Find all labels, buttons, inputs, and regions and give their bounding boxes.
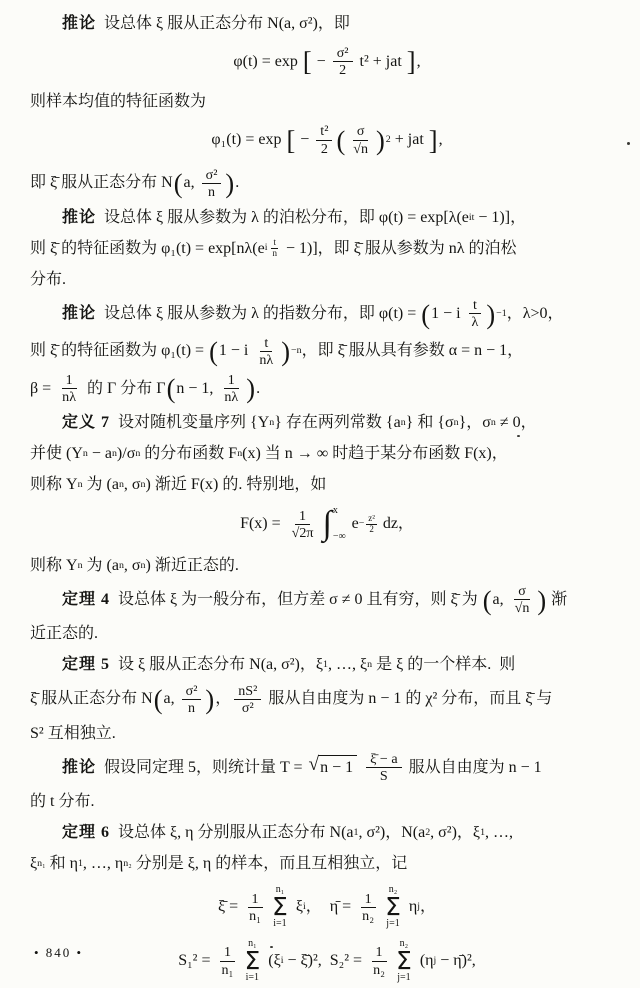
big-paren: ( [209,335,218,367]
fraction-denominator: √n [353,140,368,157]
text-run: a, [183,174,199,192]
fraction-denominator: σ² [241,699,254,716]
heading-label: 推论 [62,758,97,776]
fraction [316,123,332,156]
text-run: )/σ [116,444,136,462]
text-run: ) 渐近正态的. [145,556,239,574]
text-run: ξ̄ = [217,898,243,916]
fraction [58,372,80,405]
text-run: 则 ξ̄ 的特征函数为 φ₁(t) = [30,342,209,360]
fraction-numerator: 1 [361,891,376,908]
fraction [358,891,378,924]
sigma-icon: Σ [385,892,401,922]
integral-limits [333,506,346,542]
fraction-numerator: 1 [248,891,263,908]
subscript: j [417,901,421,913]
text-run: 为 (a [82,475,119,493]
fraction [288,508,318,541]
fraction-denominator: n₁ [249,907,262,924]
big-paren: ( [336,124,346,156]
fraction-denominator: n [272,248,277,259]
exponent-fraction [268,238,281,259]
text-run: t² + jat [355,52,406,70]
text-run: (ξ [264,952,281,969]
text-run: 和 η [45,854,78,872]
big-paren: ] [428,124,438,156]
text-run: − η̄)², [436,952,476,969]
text-run: 1 − i [431,304,465,322]
text-run: β = [30,379,56,397]
fraction-denominator: nλ [259,351,274,368]
fraction-denominator: √2π [291,524,314,541]
big-paren: ) [281,335,291,367]
text-run: , σ²)，N(a [358,823,426,841]
fraction-denominator: 2 [339,62,347,79]
subscript: n [140,559,146,571]
text-run: − [312,52,330,70]
text-run: ξ̄ 服从正态分布 N [30,690,153,708]
text-run: 渐 [547,590,568,608]
heading-label: 定义 7 [62,413,111,431]
text-run: − ξ̄)², S₂² = [283,952,367,969]
heading-label: 定理 5 [62,656,111,674]
text-run: − [296,131,314,149]
para-theorem5-1 [30,652,624,679]
fraction [234,683,261,716]
sum-lower-limit: i=1 [273,918,287,930]
text-run: , …, [485,823,514,841]
big-paren: ( [153,683,163,715]
fraction-numerator: t [469,297,481,314]
fraction [220,372,242,405]
text-run: 设总体 ξ 为一般分布，但方差 σ ≠ 0 且有穷，则 ξ̄ 为 [110,590,482,608]
text-run: 即 ξ̄ 服从正态分布 N [30,174,173,192]
text-run: . [235,174,240,192]
page-number: • 840 • [34,944,84,960]
subscript: 1 [323,659,328,671]
para-sample-mean-cf [30,88,624,115]
text-run: 分别是 ξ, η 的样本，而且互相独立，记 [131,854,408,872]
text-run: 则称 Y [30,475,78,493]
text-run: , σ²)，ξ [430,823,481,841]
fraction [182,683,202,716]
text-run: dz， [378,515,414,533]
text-run: F(x) = [240,515,285,533]
integral-lower-limit: −∞ [332,531,346,543]
integral-upper-limit: x [332,505,338,517]
formula-sample-means [30,885,624,929]
para-corollary-poisson-3 [30,266,624,293]
fraction [468,297,483,330]
text-run: a, [492,590,508,608]
text-run: (x) 当 n → ∞ 时趋于某分布函数 F(x)， [242,444,508,462]
fraction-denominator: n₂ [362,907,375,924]
big-paren: [ [286,124,296,156]
subscript: n [77,478,83,490]
subscript: i [302,901,306,913]
exponent-prefix: i [264,242,268,254]
fraction-numerator: σ² [333,45,353,62]
para-corollary-normal [30,10,624,37]
text-run: ξ [30,854,38,872]
text-run: 设总体 ξ, η 分别服从正态分布 N(a [110,823,354,841]
fraction-numerator: t [260,335,272,352]
subscript: n [118,559,124,571]
sum-upper-limit: n₂ [388,884,398,896]
subscript: n [367,659,373,671]
formula-asymptotic-normal-cdf [30,506,624,542]
text-run: ) 渐近 F(x) 的. 特别地，如 [145,475,327,493]
subscript: n [453,416,459,428]
text-run: ， [420,898,437,916]
fraction-numerator: σ² [202,167,222,184]
subscript: 1 [480,826,486,838]
fraction-numerator: 1 [224,372,239,389]
big-paren: ( [421,297,431,330]
heading-label: 推论 [62,208,97,226]
fraction [255,335,277,368]
fraction-numerator: nS² [234,683,261,700]
text-run: e [347,515,359,533]
big-paren: [ [302,45,312,78]
para-corollary-t-1 [30,751,624,784]
fraction-denominator: λ [471,314,479,331]
fraction-denominator: n [187,699,196,716]
text-run: , …, ξ [327,656,368,674]
para-corollary-poisson-1 [30,204,624,231]
text-run: 设 ξ 服从正态分布 N(a, σ²)，ξ [110,656,324,674]
fraction [369,944,389,977]
text-run: 服从自由度为 n − 1 [404,758,542,776]
sum-upper-limit: n₁ [275,884,285,896]
fraction-denominator: nλ [62,389,77,406]
summation [272,885,288,929]
subscript: n₁ [37,857,46,869]
subscript: n [269,416,275,428]
fraction-numerator: σ [514,583,530,600]
text-run: 设总体 ξ 服从正态分布 N(a, σ²)，即 [96,14,350,32]
scan-artifact [627,142,630,145]
sum-lower-limit: j=1 [397,971,411,983]
text-run: 设总体 ξ 服从参数为 λ 的泊松分布，即 φ(t) = exp[λ(e [96,208,469,226]
text-run: 的分布函数 F [140,444,238,462]
para-theorem5-2 [30,683,624,716]
heading-label: 定理 6 [62,823,111,841]
text-run: − 1)]，即 ξ̄ 服从参数为 nλ 的泊松 [281,239,517,257]
text-run: + jat [390,131,428,149]
subscript: i [280,955,284,967]
text-run: − a [87,444,112,462]
subscript: n [77,559,83,571]
text-run: ， η̄ = [305,898,356,916]
fraction-denominator: n [207,183,216,200]
integral [323,506,346,542]
fraction-denominator: √n [514,600,530,617]
exponent-prefix: − [358,517,365,529]
scan-artifact [517,435,520,437]
text-run: } 存在两列常数 {a [274,413,401,431]
text-run: (η [415,952,434,969]
fraction-numerator: z² [368,512,375,523]
superscript: it [468,211,475,223]
big-paren: ) [205,683,215,715]
para-corollary-poisson-2 [30,235,624,262]
big-paren: ) [225,167,235,199]
sum-lower-limit: j=1 [386,918,400,930]
big-paren: ) [376,124,385,156]
para-theorem6-1 [30,819,624,846]
text-run: a, [163,690,179,708]
text-run: 服从自由度为 n − 1 的 χ² 分布，而且 ξ̄ 与 [264,690,553,708]
text-run: 是 ξ 的一个样本. 则 [372,656,516,674]
text-run: ξ [291,898,303,916]
text-run: 1 − i [218,342,253,360]
fraction [349,123,372,156]
text-run: 则称 Y [30,556,78,574]
text-run: 的 Γ 分布 Γ [83,379,166,397]
para-theorem5-3 [30,720,624,747]
exponent-fraction [365,514,378,535]
para-asymptotic-normal [30,552,624,579]
fraction-denominator: n₁ [221,961,234,978]
summation [244,939,260,983]
fraction [245,891,265,924]
subscript: n [490,416,496,428]
formula-sample-variances [30,939,624,983]
subscript: n [140,478,146,490]
sigma-icon: Σ [272,892,288,922]
big-paren: ( [482,583,492,616]
fraction-denominator: 2 [320,140,328,157]
fraction [366,751,402,784]
subscript: n₂ [123,857,132,869]
fraction-denominator: n₂ [373,961,386,978]
text-run: 为 (a [82,556,119,574]
text-run: n − 1, [176,379,218,397]
subscript: n [135,447,141,459]
big-paren: ( [166,372,176,405]
text-run: ≠ 0， [495,413,537,431]
para-normal-conclusion [30,167,624,200]
superscript: −n [291,345,302,357]
text-run: 的 t 分布. [30,792,95,810]
superscript: −1 [496,307,507,319]
text-run: ，λ>0， [506,304,564,322]
text-run: S₁² = [178,952,215,969]
radicand: n − 1 [318,755,357,780]
big-paren: ) [246,372,256,405]
big-paren: ] [406,45,416,78]
fraction-numerator: 1 [62,372,77,389]
sum-upper-limit: n₁ [248,938,257,950]
text-run [359,756,363,780]
text-run: 并使 (Y [30,444,83,462]
subscript: n [111,447,117,459]
text-run: , σ [123,475,141,493]
sum-upper-limit: n₂ [399,938,409,950]
summation [396,939,412,983]
fraction-numerator: ξ̄ − a [366,751,402,768]
heading-label: 定理 4 [62,590,111,608]
text-run: 近正态的. [30,625,99,643]
formula-cf-sample-mean [30,123,624,156]
text-run: 假设同定理 5，则统计量 T = [96,758,307,776]
fraction-denominator: 2 [369,523,374,534]
fraction-denominator: S [379,768,388,785]
summation [385,885,401,929]
fraction-numerator: σ² [182,683,202,700]
para-theorem4-1 [30,583,624,616]
radical-sign-icon: √ [308,754,320,776]
fraction [202,167,222,200]
para-theorem4-2 [30,621,624,648]
scan-artifact [270,946,273,948]
integral-sign-icon: ∫ [322,504,332,542]
para-definition7-2 [30,440,624,467]
superscript: 2 [385,134,391,146]
text-run: 则样本均值的特征函数为 [30,92,207,110]
subscript: n [237,447,243,459]
text-run: , σ [123,556,141,574]
subscript: n [400,416,406,428]
text-run: 则 ξ̄ 的特征函数为 φ₁(t) = exp[nλ(e [30,239,265,257]
text-run: }，σ [458,413,491,431]
text-run: 分布. [30,270,67,288]
subscript: n [118,478,124,490]
fraction-numerator: 1 [295,508,310,525]
radical [309,755,358,780]
heading-label: 推论 [62,14,97,32]
fraction-denominator: nλ [224,389,239,406]
para-definition7-1 [30,409,624,436]
exponent [359,514,379,535]
sum-lower-limit: i=1 [245,971,260,983]
sigma-icon: Σ [244,946,261,976]
para-corollary-exponential-3 [30,372,624,405]
text-run: 设对随机变量序列 {Y [110,413,270,431]
text-run: , [438,131,443,149]
text-run: φ(t) = exp [233,52,302,70]
para-corollary-t-2 [30,788,624,815]
text-run: S² 互相独立. [30,724,116,742]
text-run: φ₁(t) = exp [211,131,286,149]
fraction-numerator: σ [353,123,369,140]
para-definition7-3 [30,471,624,498]
text-run: − 1)]， [474,208,527,226]
fraction-numerator: 1 [220,944,235,961]
fraction [511,583,534,616]
text-run: η [404,898,418,916]
fraction-numerator: t [273,237,276,248]
text-run: ， [215,690,232,708]
big-paren: ( [173,167,183,199]
formula-cf-population [30,45,624,78]
para-corollary-exponential-2 [30,335,624,368]
fraction [333,45,353,78]
text-run: , …, η [82,854,124,872]
text-run: } 和 {σ [405,413,454,431]
fraction-numerator: t² [316,123,332,140]
text-run: , [416,52,421,70]
big-paren: ) [537,583,547,616]
para-theorem6-2 [30,850,624,877]
big-paren: ) [486,297,496,330]
page-content [30,10,624,983]
fraction [218,944,238,977]
subscript: 2 [425,826,431,838]
subscript: n [82,447,88,459]
fraction-numerator: 1 [372,944,387,961]
heading-label: 推论 [62,304,97,322]
subscript: 1 [77,857,83,869]
sigma-icon: Σ [396,946,412,976]
text-run: 设总体 ξ 服从参数为 λ 的指数分布，即 φ(t) = [96,304,421,322]
para-corollary-exponential-1 [30,297,624,330]
subscript: 1 [353,826,359,838]
text-run: ，即 ξ̄ 服从具有参数 α = n − 1， [301,342,524,360]
text-run: . [256,379,261,397]
subscript: j [433,955,437,967]
exponent [265,238,282,259]
